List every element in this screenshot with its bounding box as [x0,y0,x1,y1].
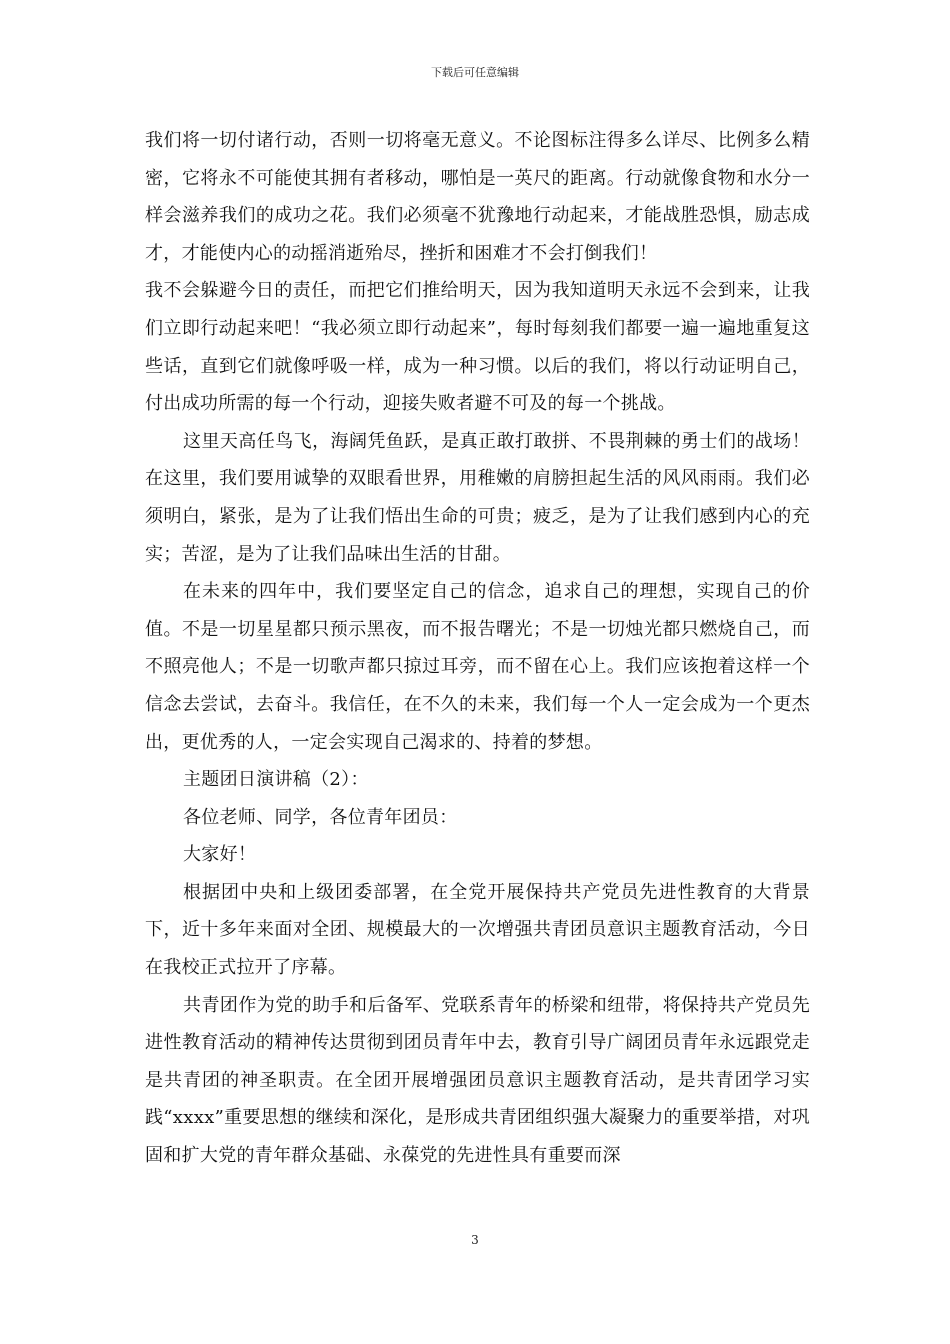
page-header: 下载后可任意编辑 [431,66,519,79]
section-title: 主题团日演讲稿（2）： [183,769,369,791]
paragraph-4: 在未来的四年中，我们要坚定自己的信念，追求自己的理想，实现自己的价值。不是一切星星都只预示黑夜，而不报告曙光；不是一切烛光都只燃烧自己，而不照亮他人；不是一切歌声都只掠过耳旁，而不留在心上。我们应该抱着这样一个信念去尝试，去奋斗。我信任，在不久的未来，我们每一个人一定会成为一个更杰出，更优秀的人，一定会实现自己渴求的、持着的梦想。 [145,581,810,753]
page-number: 3 [471,1233,479,1247]
paragraph-1: 我们将一切付诸行动，否则一切将毫无意义。不论图标注得多么详尽、比例多么精密，它将永不可能使其拥有者移动，哪怕是一英尺的距离。行动就像食物和水分一样会滋养我们的成功之花。我们必须毫不犹豫地行动起来，才能战胜恐惧，励志成才，才能使内心的动摇消逝殆尽，挫折和困难才不会打倒我们！ [145,130,810,264]
paragraph-3: 这里天高任鸟飞，海阔凭鱼跃，是真正敢打敢拼、不畏荆棘的勇士们的战场！在这里，我们要用诚挚的双眼看世界，用稚嫩的肩膀担起生活的风风雨雨。我们必须明白，紧张，是为了让我们悟出生命的可贵；疲乏，是为了让我们感到内心的充实；苦涩，是为了让我们品味出生活的甘甜。 [145,430,810,565]
paragraph-6: 共青团作为党的助手和后备军、党联系青年的桥梁和纽带，将保持共产党员先进性教育活动的精神传达贯彻到团员青年中去，教育引导广阔团员青年永远跟党走是共青团的神圣职责。在全团开展增强团员意识主题教育活动，是共青团学习实践“xxxx”重要思想的继续和深化，是形成共青团组织强大凝聚力的重要举措，对巩固和扩大党的青年群众基础、永葆党的先进性具有重要而深 [145,994,810,1167]
salutation: 各位老师、同学，各位青年团员： [183,806,458,828]
greeting: 大家好！ [183,844,257,866]
paragraph-2: 我不会躲避今日的责任，而把它们推给明天，因为我知道明天永远不会到来，让我们立即行动起来吧！“我必须立即行动起来”，每时每刻我们都要一遍一遍地重复这些话，直到它们就像呼吸一样，成为一种习惯。以后的我们，将以行动证明自己，付出成功所需的每一个行动，迎接失败者避不可及的每一个挑战。 [145,280,810,415]
paragraph-5: 根据团中央和上级团委部署，在全党开展保持共产党员先进性教育的大背景下，近十多年来面对全团、规模最大的一次增强共青团员意识主题教育活动，今日在我校正式拉开了序幕。 [145,881,810,979]
document-body [145,122,810,1175]
